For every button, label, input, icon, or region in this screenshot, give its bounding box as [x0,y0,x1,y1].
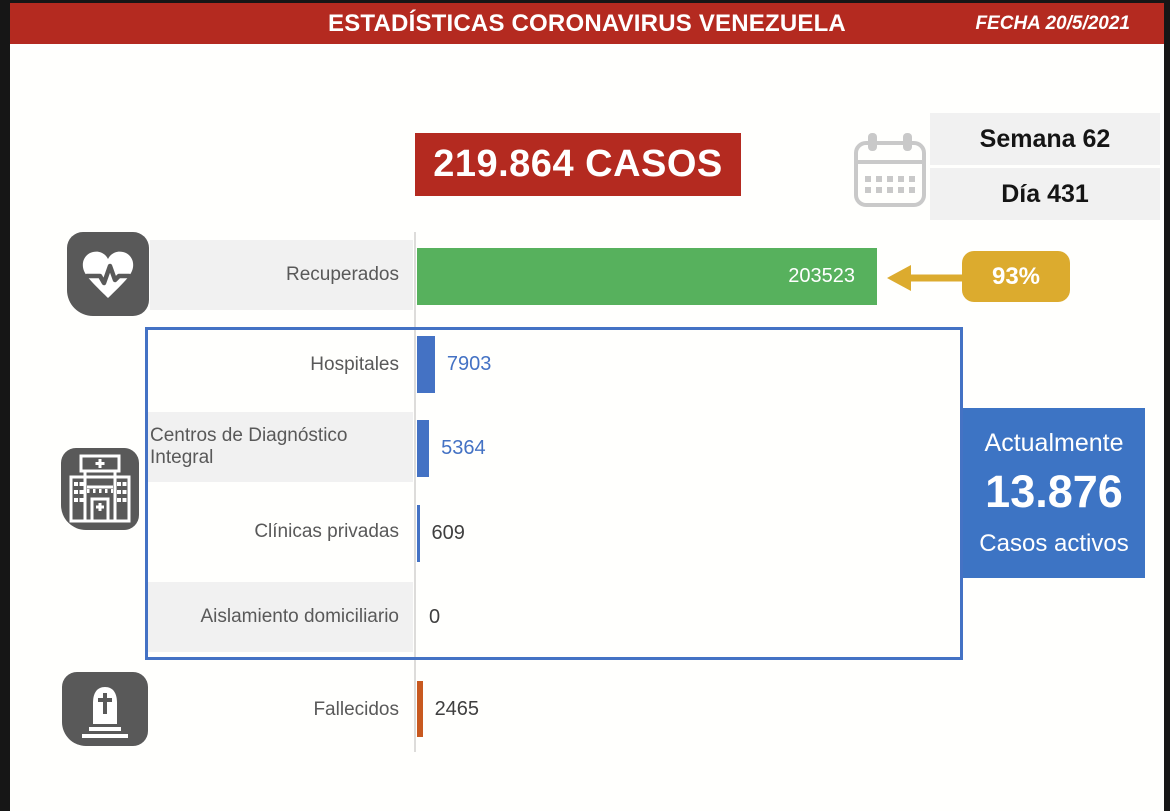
hospital-icon [61,448,139,530]
bar-cdi [417,420,429,477]
week-badge: Semana 62 [930,113,1160,165]
row-label-recuperados: Recuperados [285,264,399,285]
active-cases-title: Actualmente [984,428,1124,457]
percent-arrow-icon [885,259,965,297]
frame-right [1164,0,1170,811]
row-label-clinicas: Clínicas privadas [254,521,399,542]
row-label-aislamiento: Aislamiento domiciliario [200,606,399,627]
frame-top [0,0,1170,3]
value-clinicas: 609 [431,522,465,544]
value-cdi: 5364 [441,437,486,459]
row-label-hospitales: Hospitales [310,354,399,375]
value-recuperados: 203523 [788,265,855,287]
active-cases-value: 13.876 [985,465,1123,517]
active-cases-box [963,408,1145,578]
report-date: FECHA 20/5/2021 [975,12,1130,34]
bar-clinicas [417,505,420,562]
total-cases-box: 219.864 CASOS [415,133,741,196]
tombstone-icon [62,672,148,746]
bar-hospitales [417,336,435,393]
row-label-cdi: Centros de Diagnóstico Integral [150,425,348,468]
active-cases-subtitle: Casos activos [979,529,1129,557]
day-badge: Día 431 [930,168,1160,220]
recovered-percent-badge: 93% [962,251,1070,302]
value-fallecidos: 2465 [434,697,480,720]
heartbeat-icon [67,232,149,316]
row-label-fallecidos: Fallecidos [313,699,399,720]
bar-fallecidos [417,681,423,737]
value-hospitales: 7903 [446,353,492,375]
value-aislamiento: 0 [429,605,441,628]
frame-left [0,0,10,811]
calendar-icon [852,131,928,209]
page-title: ESTADÍSTICAS CORONAVIRUS VENEZUELA [328,9,846,37]
header-banner [10,3,1164,44]
